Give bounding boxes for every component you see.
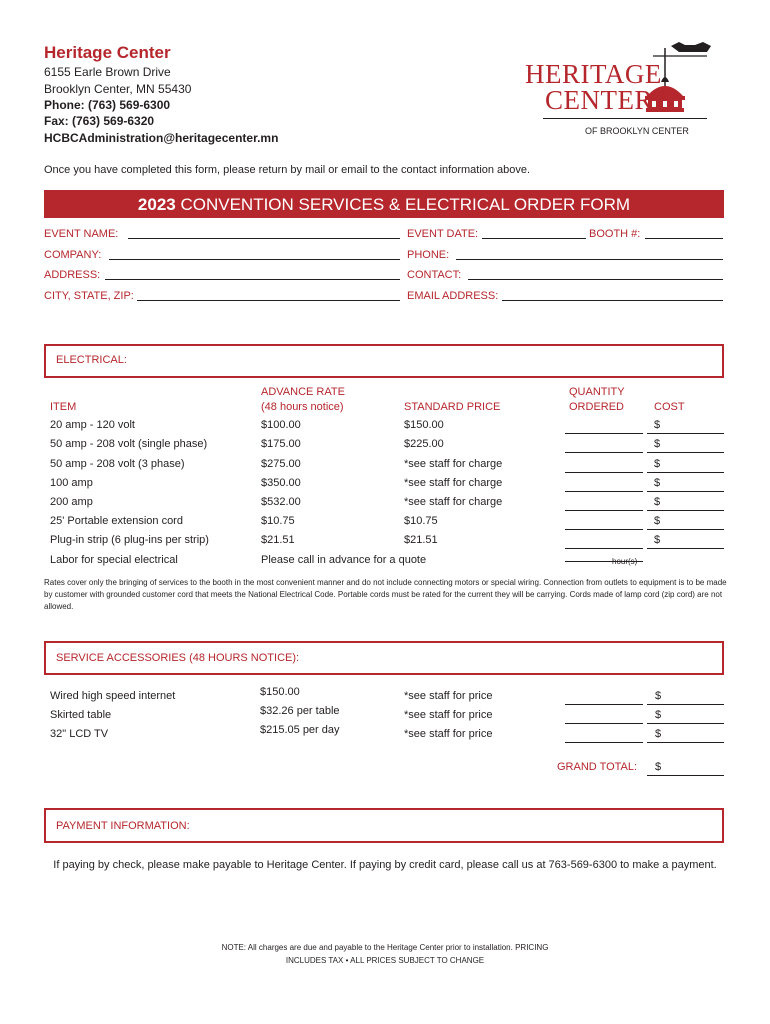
electrical-standard-price: $150.00 (404, 419, 444, 431)
phone-field[interactable] (456, 247, 723, 260)
accessories-section-header (44, 641, 724, 675)
accessory-advance-price: $32.26 per table (260, 705, 340, 717)
electrical-item: 20 amp - 120 volt (50, 419, 135, 431)
intro-text: Once you have completed this form, please return by mail or email to the contact information above. (44, 164, 531, 176)
contact-field[interactable] (468, 267, 723, 280)
electrical-cost-field[interactable] (647, 498, 724, 511)
electrical-standard-price: $21.51 (404, 534, 438, 546)
electrical-cost-dollar: $ (654, 458, 661, 470)
phone-line: Phone: (763) 569-6300 (44, 98, 171, 112)
electrical-title: ELECTRICAL: (56, 354, 127, 366)
col-qty-2: ORDERED (569, 401, 625, 413)
grand-total-field[interactable] (647, 763, 724, 776)
hours-label: hour(s) (612, 557, 638, 566)
electrical-quantity-field[interactable] (565, 440, 643, 453)
grand-total-label: GRAND TOTAL: (557, 761, 638, 773)
electrical-item: Plug-in strip (6 plug-ins per strip) (50, 534, 209, 546)
electrical-note: Rates cover only the bringing of services to the booth in the most convenient manner and do not include connecting motors or special wiring. Connection from outlets to equipment is to be made by customer with grounded customer cord that meets the National Electrical Code. Portable cords must be rated for the current they will be carrying. Cords made of lamp cord (zip cord) are not allowed. (44, 578, 727, 611)
logo-subtitle: OF BROOKLYN CENTER (585, 126, 689, 136)
logo-line-2: CENTER (545, 85, 653, 115)
electrical-cost-field[interactable] (647, 421, 724, 434)
accessory-cost-field[interactable] (647, 730, 724, 743)
event-name-field[interactable] (128, 226, 400, 239)
accessory-cost-field[interactable] (647, 711, 724, 724)
electrical-quantity-field[interactable] (565, 479, 643, 492)
electrical-quantity-field[interactable] (565, 517, 643, 530)
electrical-quantity-field[interactable] (565, 460, 643, 473)
event-date-label: EVENT DATE: (407, 228, 479, 240)
electrical-advance-rate: $10.75 (261, 515, 295, 527)
booth-field[interactable] (645, 226, 723, 239)
logo-line-1: HERITAGE (525, 59, 662, 89)
company-label: COMPANY: (44, 249, 102, 261)
electrical-quantity-field[interactable] (565, 421, 643, 434)
labor-item: Labor for special electrical (50, 554, 178, 566)
payment-title: PAYMENT INFORMATION: (56, 820, 190, 832)
address-line-2: Brooklyn Center, MN 55430 (44, 82, 192, 96)
electrical-item: 50 amp - 208 volt (single phase) (50, 438, 208, 450)
electrical-standard-price: *see staff for charge (404, 496, 503, 508)
address-field[interactable] (105, 267, 400, 280)
company-field[interactable] (109, 247, 400, 260)
electrical-advance-rate: $21.51 (261, 534, 295, 546)
electrical-cost-dollar: $ (654, 419, 661, 431)
col-cost: COST (654, 401, 685, 413)
electrical-standard-price: $10.75 (404, 515, 438, 527)
footer-line-2: INCLUDES TAX • ALL PRICES SUBJECT TO CHANGE (285, 956, 485, 965)
logo (525, 38, 725, 143)
accessory-quantity-field[interactable] (565, 730, 643, 743)
electrical-cost-dollar: $ (654, 477, 661, 489)
form-year: 2023 (137, 195, 176, 214)
electrical-advance-rate: $532.00 (261, 496, 301, 508)
accessory-cost-dollar: $ (655, 728, 662, 740)
payment-text: If paying by check, please make payable to Heritage Center. If paying by credit card, please call us at 763-569-6300 to make a payment. (53, 859, 717, 871)
accessory-advance-price: $150.00 (260, 686, 300, 698)
electrical-standard-price: *see staff for charge (404, 458, 503, 470)
electrical-standard-price: *see staff for charge (404, 477, 503, 489)
city-field[interactable] (137, 288, 400, 301)
electrical-cost-field[interactable] (647, 517, 724, 530)
fax-line: Fax: (763) 569-6320 (44, 114, 155, 128)
electrical-cost-dollar: $ (654, 534, 661, 546)
electrical-advance-rate: $175.00 (261, 438, 301, 450)
event-name-label: EVENT NAME: (44, 228, 119, 240)
phone-label: PHONE: (407, 249, 450, 261)
col-standard: STANDARD PRICE (404, 401, 501, 413)
form-title-banner (44, 190, 724, 218)
accessory-advance-price: $215.05 per day (260, 724, 340, 736)
electrical-section-header (44, 344, 724, 378)
payment-section-header (44, 808, 724, 843)
accessory-standard-price: *see staff for price (404, 709, 493, 721)
labor-note: Please call in advance for a quote (261, 554, 427, 566)
electrical-cost-dollar: $ (654, 515, 661, 527)
accessory-cost-field[interactable] (647, 692, 724, 705)
accessory-item: Wired high speed internet (50, 690, 176, 702)
electrical-cost-dollar: $ (654, 438, 661, 450)
accessory-quantity-field[interactable] (565, 711, 643, 724)
city-label: CITY, STATE, ZIP: (44, 290, 134, 302)
electrical-advance-rate: $275.00 (261, 458, 301, 470)
electrical-item: 50 amp - 208 volt (3 phase) (50, 458, 185, 470)
email-field[interactable] (502, 288, 723, 301)
electrical-cost-field[interactable] (647, 440, 724, 453)
accessory-item: Skirted table (50, 709, 112, 721)
email-label: EMAIL ADDRESS: (407, 290, 499, 302)
col-advance-1: ADVANCE RATE (261, 386, 345, 398)
electrical-cost-dollar: $ (654, 496, 661, 508)
accessory-standard-price: *see staff for price (404, 728, 493, 740)
electrical-item: 200 amp (50, 496, 93, 508)
electrical-cost-field[interactable] (647, 479, 724, 492)
contact-label: CONTACT: (407, 269, 462, 281)
email-line: HCBCAdministration@heritagecenter.mn (44, 131, 279, 145)
electrical-item: 100 amp (50, 477, 93, 489)
grand-total-dollar: $ (655, 761, 662, 773)
col-item: ITEM (50, 401, 77, 413)
col-qty-1: QUANTITY (569, 386, 625, 398)
form-title: CONVENTION SERVICES & ELECTRICAL ORDER FORM (175, 195, 631, 214)
electrical-advance-rate: $350.00 (261, 477, 301, 489)
electrical-cost-field[interactable] (647, 536, 724, 549)
electrical-standard-price: $225.00 (404, 438, 444, 450)
col-advance-2: (48 hours notice) (261, 401, 344, 413)
address-label: ADDRESS: (44, 269, 101, 281)
electrical-advance-rate: $100.00 (261, 419, 301, 431)
booth-label: BOOTH #: (589, 228, 641, 240)
event-date-field[interactable] (482, 226, 586, 239)
electrical-quantity-field[interactable] (565, 498, 643, 511)
accessory-item: 32" LCD TV (50, 728, 109, 740)
electrical-quantity-field[interactable] (565, 536, 643, 549)
electrical-item: 25' Portable extension cord (50, 515, 183, 527)
accessory-standard-price: *see staff for price (404, 690, 493, 702)
accessory-quantity-field[interactable] (565, 692, 643, 705)
accessories-title: SERVICE ACCESSORIES (48 HOURS NOTICE): (56, 652, 300, 664)
accessory-cost-dollar: $ (655, 690, 662, 702)
accessory-cost-dollar: $ (655, 709, 662, 721)
org-name: Heritage Center (44, 43, 171, 62)
address-line-1: 6155 Earle Brown Drive (44, 65, 171, 79)
electrical-cost-field[interactable] (647, 460, 724, 473)
footer-line-1: NOTE: All charges are due and payable to the Heritage Center prior to installation. PRICING (221, 943, 549, 952)
